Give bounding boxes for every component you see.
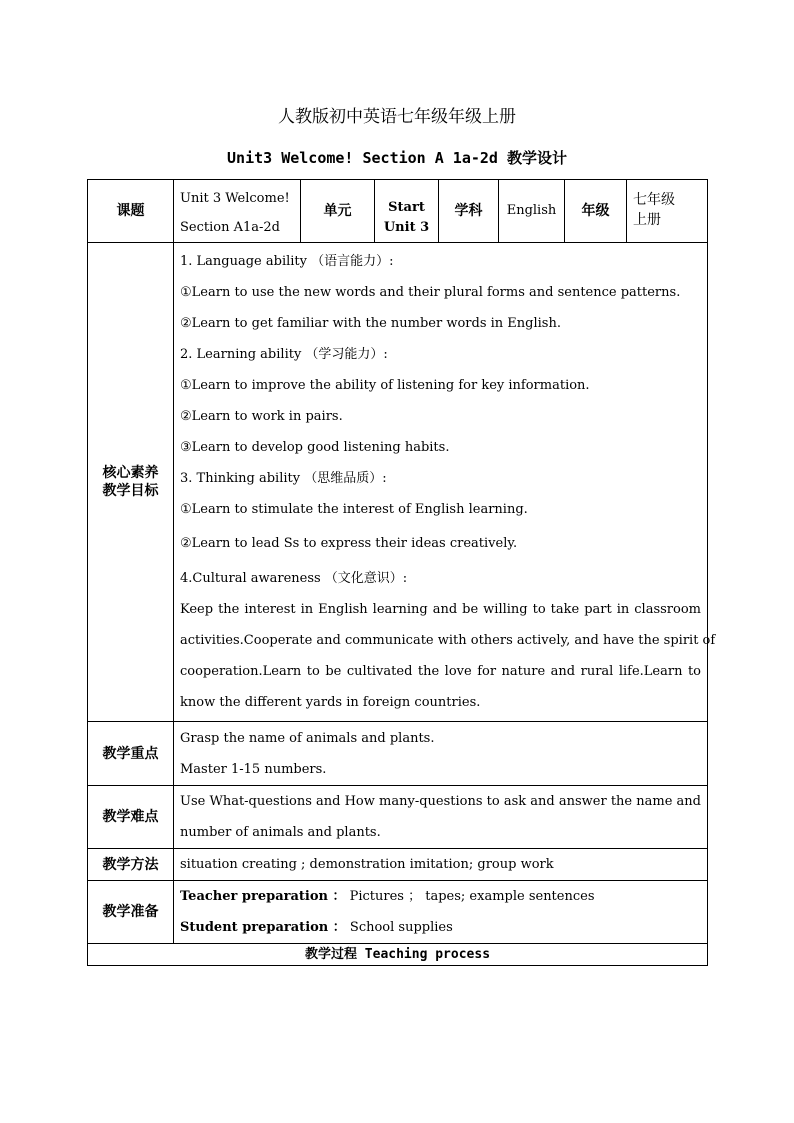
methods-value: situation creating ; demonstration imitation; group work [174, 849, 708, 881]
teacher-preparation-value: Pictures ； tapes; example sentences [345, 889, 595, 904]
methods-row [88, 849, 708, 881]
lesson-plan-table [87, 179, 716, 966]
preparation-label: 教学准备 [88, 881, 174, 944]
key-points-row [88, 722, 708, 786]
grade-value [627, 180, 708, 243]
objective-line: ②Learn to lead Ss to express their ideas creatively. [180, 536, 518, 551]
topic-line-1: Unit 3 Welcome! [180, 191, 290, 206]
subject-value: English [499, 180, 565, 243]
document-title: 人教版初中英语七年级年级上册 [278, 107, 516, 127]
difficulty-line: Use What-questions and How many-questions to ask and answer the name and [180, 794, 701, 809]
student-preparation-value: School supplies [345, 920, 453, 935]
objective-paragraph-line: activities.Cooperate and communicate with others actively, and have the spirit of [180, 633, 716, 648]
objective-line: ①Learn to use the new words and their plural forms and sentence patterns. [180, 285, 681, 300]
unit-line-1: Start [388, 200, 425, 215]
difficulties-content [174, 786, 708, 849]
objective-line: 3. Thinking ability （思维品质）: [180, 471, 387, 486]
teaching-process-heading: 教学过程 Teaching process [88, 944, 708, 966]
document-subtitle: Unit3 Welcome! Section A 1a-2d 教学设计 [227, 149, 567, 167]
difficulty-line: number of animals and plants. [180, 825, 381, 840]
objective-paragraph-line: Keep the interest in English learning and be willing to take part in classroom [180, 602, 701, 617]
header-row [88, 180, 708, 243]
methods-label: 教学方法 [88, 849, 174, 881]
objectives-label-line-2: 教学目标 [102, 483, 159, 499]
grade-line-2: 上册 [633, 212, 661, 228]
difficulties-label: 教学难点 [88, 786, 174, 849]
objective-line: ②Learn to get familiar with the number words in English. [180, 316, 561, 331]
objective-line: ②Learn to work in pairs. [180, 409, 343, 424]
objective-paragraph-line: know the different yards in foreign countries. [180, 695, 481, 710]
objective-line: ①Learn to improve the ability of listening for key information. [180, 378, 590, 393]
key-point-line: Grasp the name of animals and plants. [180, 730, 435, 746]
key-points-label: 教学重点 [88, 722, 174, 786]
teacher-preparation-label: Teacher preparation ： [180, 889, 346, 904]
objectives-row [88, 243, 708, 722]
topic-value [174, 180, 301, 243]
student-preparation-label: Student preparation ： [180, 920, 346, 935]
objective-line: 2. Learning ability （学习能力）: [180, 347, 388, 362]
unit-value [375, 180, 439, 243]
objective-line: 4.Cultural awareness （文化意识）: [180, 571, 408, 586]
student-preparation-line [180, 912, 701, 943]
topic-line-2: Section A1a-2d [180, 220, 280, 235]
objectives-label [88, 243, 174, 722]
teacher-preparation-line [180, 881, 701, 912]
unit-label: 单元 [301, 180, 375, 243]
objective-paragraph-line: cooperation.Learn to be cultivated the love for nature and rural life.Learn to [180, 664, 701, 679]
objectives-label-line-1: 核心素养 [102, 465, 159, 481]
preparation-content [174, 881, 708, 944]
subject-label: 学科 [439, 180, 499, 243]
objective-line: ①Learn to stimulate the interest of English learning. [180, 502, 528, 517]
unit-line-2: Unit 3 [383, 220, 430, 235]
objective-line: 1. Language ability （语言能力）: [180, 254, 394, 269]
difficulties-row [88, 786, 708, 849]
key-point-line: Master 1-15 numbers. [180, 761, 327, 777]
objective-line: ③Learn to develop good listening habits. [180, 440, 450, 455]
topic-label: 课题 [88, 180, 174, 243]
grade-label: 年级 [565, 180, 627, 243]
objectives-content [174, 243, 716, 722]
preparation-row [88, 881, 708, 944]
key-points-content [174, 722, 708, 786]
grade-line-1: 七年级 [633, 192, 675, 208]
process-row [88, 944, 708, 966]
